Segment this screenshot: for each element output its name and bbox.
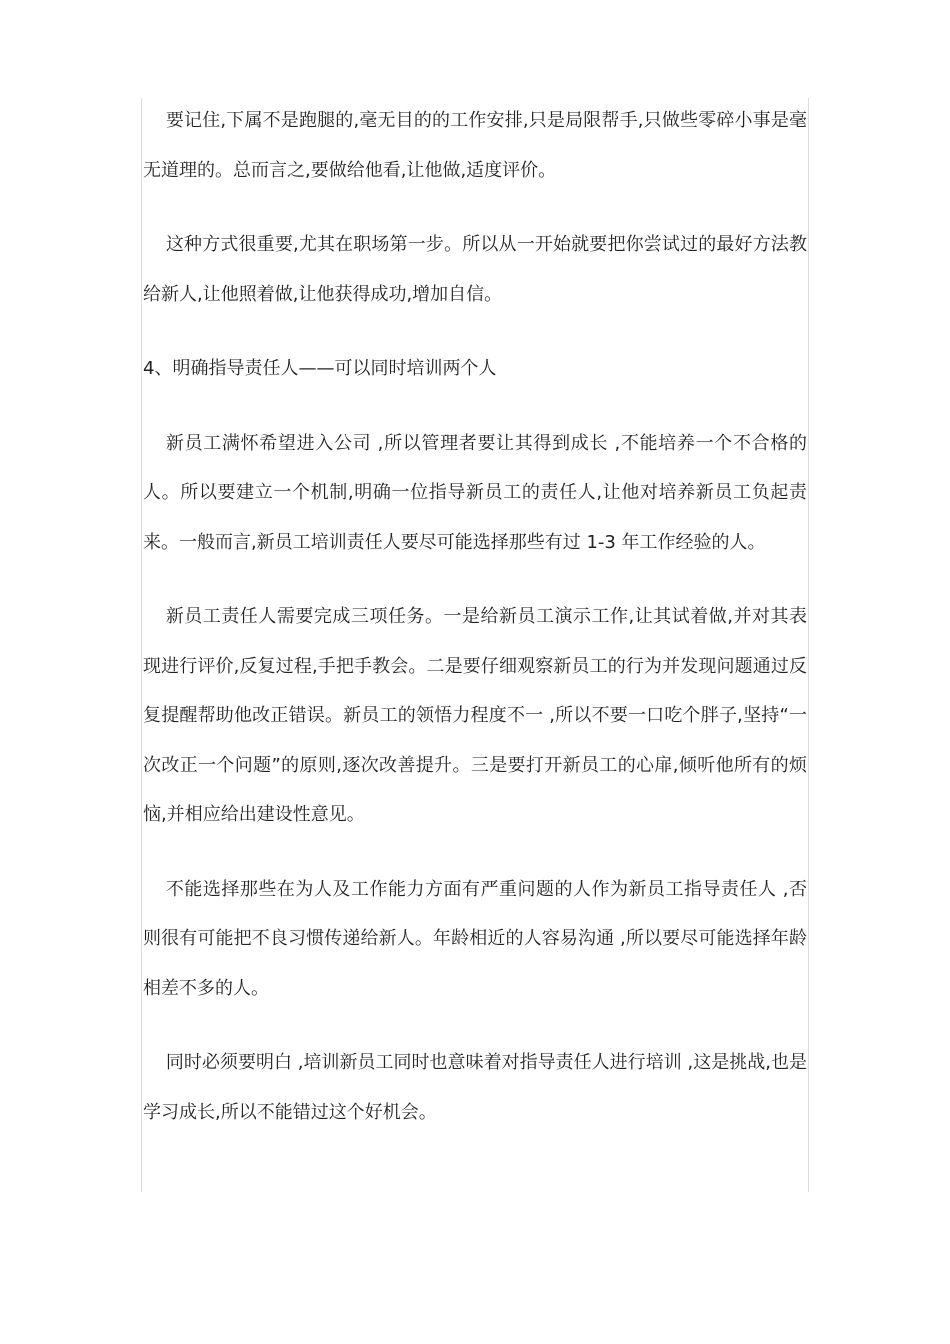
document-body	[143, 96, 807, 1162]
section-heading: 4、明确指导责任人——可以同时培训两个人	[143, 358, 497, 379]
paragraph-6: 同时必须要明白 ,培训新员工同时也意味着对指导责任人进行培训 ,这是挑战,也是学习成长,所以不能错过这个好机会。	[143, 1052, 807, 1123]
paragraph-4: 新员工责任人需要完成三项任务。一是给新员工演示工作,让其试着做,并对其表现进行评价,反复过程,手把手教会。二是要仔细观察新员工的行为并发现问题通过反复提醒帮助他改正错误。新员工的领悟力程度不一 ,所以不要一口吃个胖子,坚持“一次改正一个问题”的原则,逐次改善提升。三是要打开新员工的心扉,倾听他所有的烦恼,并相应给出建设性意见。	[143, 606, 807, 825]
paragraph-3: 新员工满怀希望进入公司 ,所以管理者要让其得到成长 ,不能培养一个不合格的人。所以要建立一个机制,明确一位指导新员工的责任人,让他对培养新员工负起责来。一般而言,新员工培训责任人要尽可能选择那些有过 1-3 年工作经验的人。	[143, 432, 807, 553]
paragraph-1: 要记住,下属不是跑腿的,毫无目的的工作安排,只是局限帮手,只做些零碎小事是毫无道理的。总而言之,要做给他看,让他做,适度评价。	[143, 110, 807, 181]
paragraph-2: 这种方式很重要,尤其在职场第一步。所以从一开始就要把你尝试过的最好方法教给新人,让他照着做,让他获得成功,增加自信。	[143, 234, 807, 305]
paragraph-5: 不能选择那些在为人及工作能力方面有严重问题的人作为新员工指导责任人 ,否则很有可能把不良习惯传递给新人。年龄相近的人容易沟通 ,所以要尽可能选择年龄相差不多的人。	[143, 878, 807, 999]
